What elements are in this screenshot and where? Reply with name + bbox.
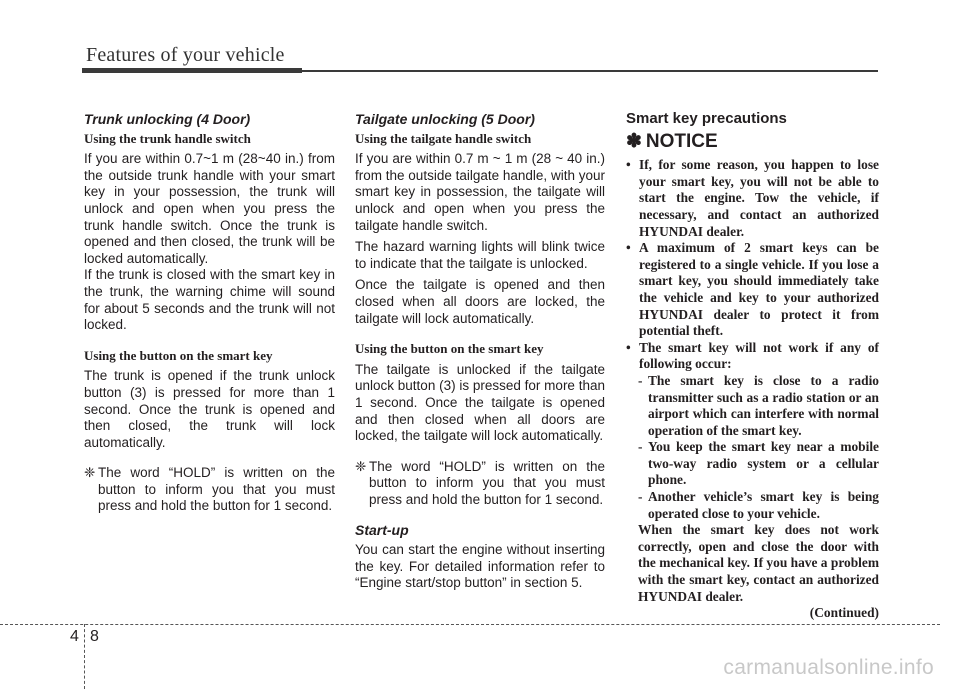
- note-hold-tailgate: [355, 459, 605, 509]
- column-smart-key-precautions: [626, 111, 879, 622]
- sub-list-item: [638, 489, 879, 522]
- continued-label: (Continued): [809, 605, 879, 621]
- list-item: [626, 340, 879, 373]
- dash-icon: -: [638, 372, 643, 388]
- paragraph-trunk-key-inside: If the trunk is closed with the smart key in the trunk, the warning chime will sound for about 5 seconds and the trunk will not locked.: [84, 267, 335, 333]
- paragraph-trunk-handle: If you are within 0.7~1 m (28~40 in.) from the outside trunk handle with your smart key in your possession, the trunk will unlock and open when you press the trunk handle switch. Once the trunk is opened and then closed, the trunk will be locked automatically.: [84, 151, 335, 266]
- sub-list-item: [638, 439, 879, 489]
- section-heading-tailgate: Tailgate unlocking (5 Door): [355, 111, 535, 127]
- sub-two-way-radio: You keep the smart key near a mobile two-way radio system or a cellular phone.: [648, 439, 879, 488]
- note-symbol-icon: ❈: [84, 465, 96, 481]
- note-hold-trunk: [84, 465, 335, 515]
- footer-dashed-rule: [0, 624, 940, 625]
- header-rule-thin: [302, 70, 878, 72]
- subheading-trunk-smart-key-button: Using the button on the smart key: [84, 347, 273, 363]
- section-number: 4: [70, 628, 79, 645]
- paragraph-hazard-lights: The hazard warning lights will blink twice to indicate that the tailgate is unlocked.: [355, 239, 605, 271]
- page-number: 8: [90, 628, 99, 645]
- notice-label: NOTICE: [645, 130, 718, 152]
- note-text: The word “HOLD” is written on the button to inform you that you must press and hold the button for 1 second.: [369, 458, 605, 507]
- dash-icon: -: [638, 439, 643, 455]
- subheading-trunk-handle-switch: Using the trunk handle switch: [84, 130, 251, 146]
- paragraph-trunk-button: The trunk is opened if the trunk unlock button (3) is pressed for more than 1 second. Once the trunk is opened and then closed, the trunk will lock automatically.: [84, 368, 335, 450]
- paragraph-tailgate-handle: If you are within 0.7 m ~ 1 m (28 ~ 40 in.) from the outside tailgate handle, with your smart key in possession, the tailgate will unlock and open when you press the tailgate handle switch.: [355, 151, 605, 233]
- notice-heading: [626, 130, 879, 152]
- column-trunk-unlocking: [84, 111, 335, 515]
- paragraph-tailgate-autolock: Once the tailgate is opened and then closed when all doors are locked, the tailgate will lock automatically.: [355, 277, 605, 326]
- column-tailgate-unlocking: [355, 111, 605, 592]
- section-heading-startup: Start-up: [355, 522, 409, 539]
- sub-another-vehicle: Another vehicle’s smart key is being operated close to your vehicle.: [648, 489, 879, 521]
- bullet-icon: •: [626, 339, 631, 355]
- bullet-max-keys: A maximum of 2 smart keys can be registered to a single vehicle. If you lose a smart key, you should immediately take the vehicle and key to your authorized HYUNDAI dealer to protect it from potential theft.: [639, 240, 879, 339]
- sub-radio-transmitter: The smart key is close to a radio transmitter such as a radio station or an airport which can interfere with normal operation of the smart key.: [648, 372, 879, 438]
- note-symbol-icon: ❈: [355, 458, 367, 474]
- note-text: The word “HOLD” is written on the button to inform you that you must press and hold the button for 1 second.: [98, 465, 335, 514]
- section-heading-trunk: Trunk unlocking (4 Door): [84, 111, 251, 127]
- dash-icon: -: [638, 489, 643, 505]
- notice-star-icon: ✽: [626, 130, 642, 152]
- paragraph-mechanical-key: When the smart key does not work correctly, open and close the door with the mechanical key. If you have a problem with the smart key, contact an authorized HYUNDAI dealer.: [638, 522, 879, 604]
- watermark: carmanualsonline.info: [723, 656, 934, 679]
- subheading-tailgate-smart-key-button: Using the button on the smart key: [355, 341, 544, 357]
- page-header-title: Features of your vehicle: [86, 44, 285, 66]
- header-rule-thick: [82, 68, 302, 73]
- footer-vertical-rule: [84, 624, 85, 689]
- sub-list-item: [638, 373, 879, 439]
- subheading-tailgate-handle-switch: Using the tailgate handle switch: [355, 130, 532, 146]
- paragraph-startup: You can start the engine without inserting the key. For detailed information refer to “Engine start/stop button” in section 5.: [355, 542, 605, 591]
- section-heading-precautions: Smart key precautions: [626, 110, 787, 127]
- bullet-icon: •: [626, 157, 631, 173]
- bullet-lost-key: If, for some reason, you happen to lose your smart key, you will not be able to start the engine. Tow the vehicle, if necessary, and contact an authorized HYUNDAI dealer.: [639, 157, 879, 239]
- list-item: [626, 157, 879, 240]
- notice-list: [626, 157, 879, 622]
- paragraph-tailgate-button: The tailgate is unlocked if the tailgate unlock button (3) is pressed for more than 1 second. Once the tailgate is opened and then closed when all doors are locked, the tailgate will lock automatically.: [355, 361, 605, 444]
- bullet-key-not-work: The smart key will not work if any of following occur:: [639, 339, 879, 372]
- bullet-icon: •: [626, 240, 631, 256]
- list-item: [626, 240, 879, 340]
